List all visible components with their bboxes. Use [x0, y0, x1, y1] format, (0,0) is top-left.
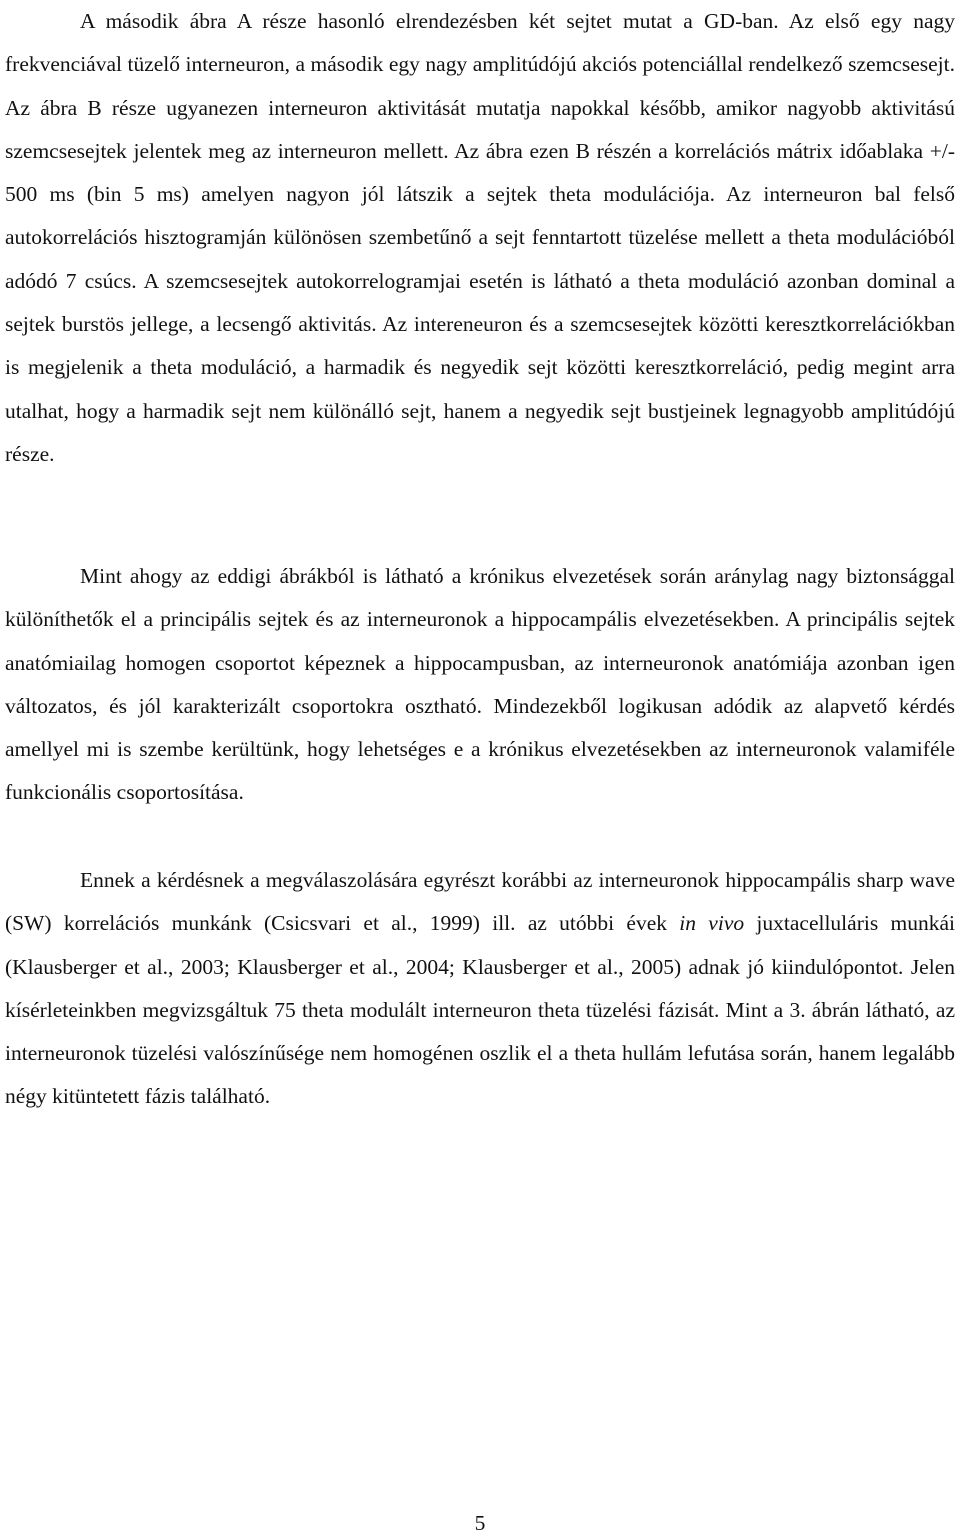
page-number: 5 — [474, 1511, 486, 1535]
paragraph-3 — [5, 859, 955, 1119]
paragraph-1: A második ábra A része hasonló elrendezésben két sejtet mutat a GD-ban. Az első egy nagy frekvenciával tüzelő interneuron, a második egy nagy amplitúdójú akciós potenciállal rendelkező szemcsesejt. Az ábra B része ugyanezen interneuron aktivitását mutatja napokkal később, amikor nagyobb aktivitású szemcsesejtek jelentek meg az interneuron mellett. Az ábra ezen B részén a korrelációs mátrix időablaka +/- 500 ms (bin 5 ms) amelyen nagyon jól látszik a sejtek theta modulációja. Az interneuron bal felső autokorrelációs hisztogramján különösen szembetűnő a sejt fenntartott tüzelése mellett a theta modulációból adódó 7 csúcs. A szemcsesejtek autokorrelogramjai esetén is látható a theta moduláció azonban dominal a sejtek burstös jellege, a lecsengő aktivitás. Az intereneuron és a szemcsesejtek közötti keresztkorrelációkban is megjelenik a theta moduláció, a harmadik és negyedik sejt közötti keresztkorreláció, pedig megint arra utalhat, hogy a harmadik sejt nem különálló sejt, hanem a negyedik sejt bustjeinek legnagyobb amplitúdójú része. — [5, 9, 955, 466]
paragraph-3-italic-term: in vivo — [679, 911, 745, 936]
paragraph-3-text-after-italic: juxtacelluláris munkái (Klausberger et al., 2003; Klausberger et al., 2004; Klausberger et al., 2005) adnak jó kiindulópontot. Jelen kísérleteinkben megvizsgáltuk 75 theta modulált interneuron theta tüzelési fázisát. Mint a 3. ábrán látható, az interneuronok tüzelési valószínűsége nem homogénen oszlik el a theta hullám lefutása során, hanem legalább négy kitüntetett fázis található. — [5, 911, 955, 1109]
paragraph-3-text-before-italic: Ennek a kérdésnek a megválaszolására egyrészt korábbi az interneuronok hippocampális sharp wave (SW) korrelációs munkánk (Csicsvari et al., 1999) ill. az utóbbi évek — [5, 868, 955, 936]
paragraph-2: Mint ahogy az eddigi ábrákból is látható a krónikus elvezetések során aránylag nagy biztonsággal különíthetők el a principális sejtek és az interneuronok a hippocampális elvezetésekben. A principális sejtek anatómiailag homogen csoportot képeznek a hippocampusban, az interneuronok anatómiája azonban igen változatos, és jól karakterizált csoportokra osztható. Mindezekből logikusan adódik az alapvető kérdés amellyel mi is szembe kerültünk, hogy lehetséges e a krónikus elvezetésekben az interneuronok valamiféle funkcionális csoportosítása. — [5, 564, 955, 805]
